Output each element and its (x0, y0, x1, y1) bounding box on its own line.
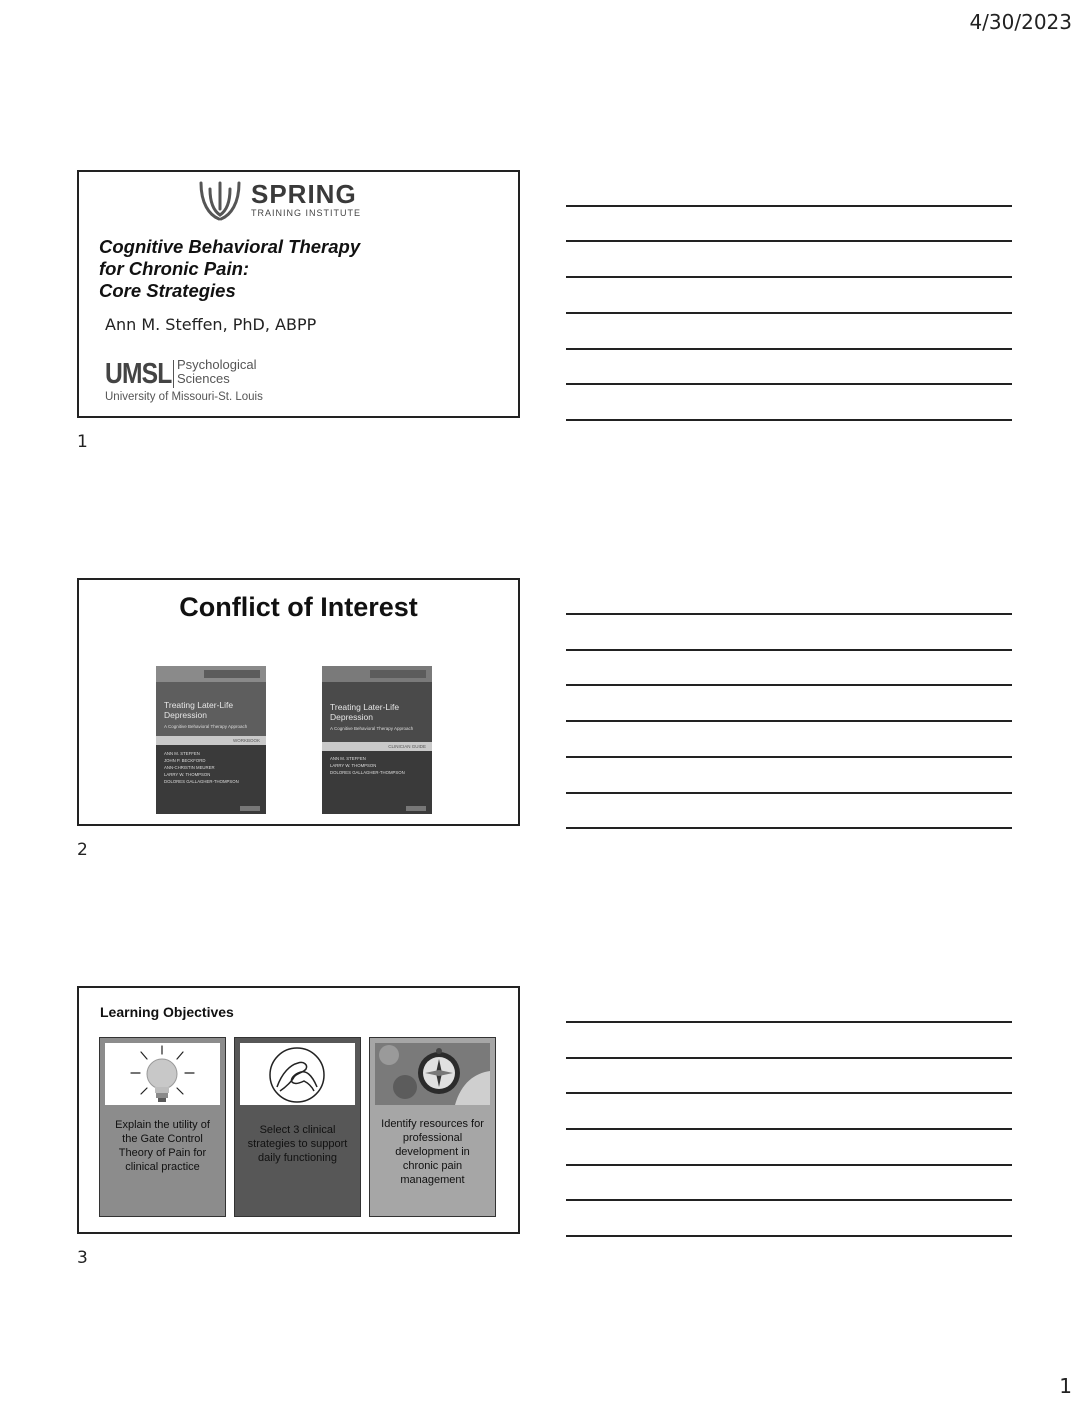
slide-1 (77, 170, 520, 418)
handshake-icon (240, 1043, 355, 1105)
book-label: CLINICIAN GUIDE (388, 744, 426, 749)
book-cover-clinician-guide (322, 666, 432, 814)
book-cover-workbook (156, 666, 266, 814)
slide-1-author: Ann M. Steffen, PhD, ABPP (105, 315, 317, 334)
note-line (566, 1199, 1012, 1201)
umsl-logo-text: UMSL (105, 358, 172, 390)
objective-text: Explain the utility of the Gate Control Theory of Pain for clinical practice (115, 1119, 210, 1173)
note-line (566, 1092, 1012, 1094)
umsl-department: Psychological Sciences (177, 357, 257, 386)
note-line (566, 276, 1012, 278)
note-line (566, 756, 1012, 758)
compass-icon (375, 1043, 490, 1105)
slide-1-title: Cognitive Behavioral Therapy for Chronic Pain: Core Strategies (99, 236, 361, 301)
note-line (566, 649, 1012, 651)
slide-2-number: 2 (77, 840, 88, 860)
objective-text: Identify resources for professional development in chronic pain management (381, 1118, 484, 1186)
note-line (566, 1164, 1012, 1166)
book-series-chip (370, 670, 426, 678)
book-title: Treating Later-Life Depression (164, 700, 234, 720)
note-line (566, 827, 1012, 829)
umsl-university: University of Missouri-St. Louis (105, 391, 263, 403)
note-line (566, 383, 1012, 385)
slide-3-number: 3 (77, 1248, 88, 1268)
slide-1-number: 1 (77, 432, 88, 452)
note-line (566, 1128, 1012, 1130)
objective-text: Select 3 clinical strategies to support daily functioning (247, 1124, 348, 1164)
note-line (566, 205, 1012, 207)
book-authors: ANN M. STEFFEN JOHN P. BECKFORD ANN-CHRISTIN MEURER LARRY W. THOMPSON DOLORES GALLAGHER-THOMPSON (164, 751, 239, 784)
spring-logo-name: SPRING (251, 179, 357, 209)
slide-2 (77, 578, 520, 826)
note-line (566, 312, 1012, 314)
book-subtitle: A Cognitive Behavioral Therapy Approach (330, 726, 414, 731)
note-line (566, 419, 1012, 421)
note-line (566, 720, 1012, 722)
note-line (566, 1057, 1012, 1059)
slide-3-title: Learning Objectives (100, 1004, 234, 1020)
book-subtitle: A Cognitive Behavioral Therapy Approach (164, 724, 248, 729)
note-line (566, 613, 1012, 615)
umsl-logo-divider (173, 360, 174, 388)
objective-card-2 (234, 1037, 361, 1217)
note-line (566, 684, 1012, 686)
note-line (566, 792, 1012, 794)
page-number: 1 (1059, 1374, 1072, 1398)
print-date: 4/30/2023 (969, 10, 1072, 34)
note-line (566, 348, 1012, 350)
spring-logo-subtitle: TRAINING INSTITUTE (251, 208, 361, 218)
book-publisher-mark (240, 806, 260, 811)
book-label: WORKBOOK (232, 738, 260, 743)
lightbulb-icon (105, 1043, 220, 1105)
slide-2-title: Conflict of Interest (179, 592, 418, 622)
slide-3 (77, 986, 520, 1234)
objective-card-1 (99, 1037, 226, 1217)
book-publisher-mark (406, 806, 426, 811)
note-line (566, 1235, 1012, 1237)
note-line (566, 240, 1012, 242)
note-line (566, 1021, 1012, 1023)
book-series-chip (204, 670, 260, 678)
objective-card-3 (369, 1037, 496, 1217)
book-authors: ANN M. STEFFEN LARRY W. THOMPSON DOLORES GALLAGHER-THOMPSON (330, 756, 405, 775)
book-title: Treating Later-Life Depression (330, 702, 400, 722)
